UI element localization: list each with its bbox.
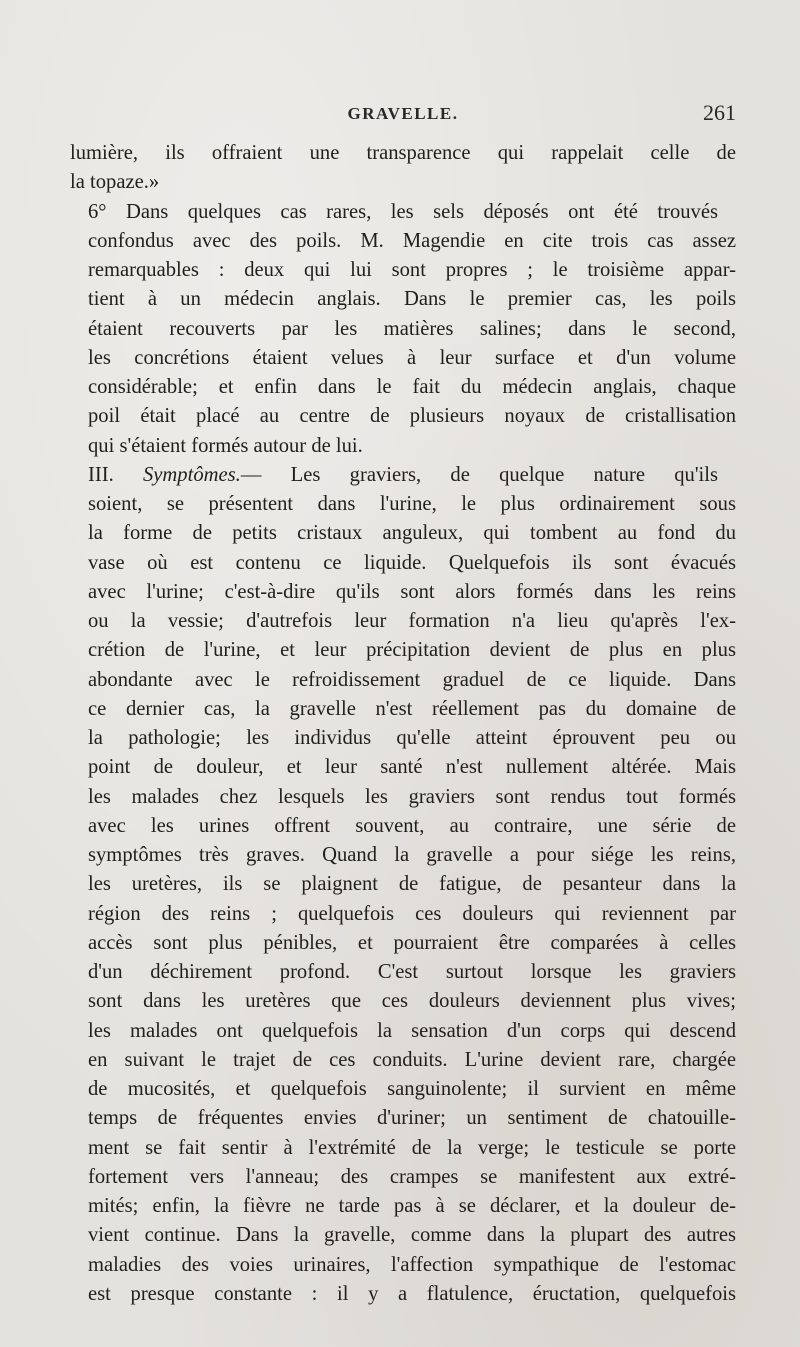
text-line: crétion de l'urine, et leur précipitation devient de plus en plus: [88, 639, 736, 662]
paragraph-item-6: [70, 198, 736, 461]
running-title: GRAVELLE.: [347, 104, 459, 123]
text-line: la pathologie; les individus qu'elle atteint éprouvent peu ou: [88, 727, 736, 749]
text-line: temps de fréquentes envies d'uriner; un sentiment de chatouille-: [88, 1107, 736, 1130]
text-line: la forme de petits cristaux anguleux, qui tombent au fond du: [88, 522, 736, 545]
text-line: avec l'urine; c'est-à-dire qu'ils sont alors formés dans les reins: [88, 580, 736, 603]
text-line: mités; enfin, la fièvre ne tarde pas à se déclarer, et la douleur de-: [88, 1195, 736, 1217]
text-line: de mucosités, et quelquefois sanguinolente; il survient en même: [88, 1078, 736, 1100]
text-line-rest: Les graviers, de quelque nature qu'ils: [290, 463, 719, 486]
text-line: soient, se présentent dans l'urine, le plus ordinairement sous: [88, 493, 736, 515]
section-dash: —: [240, 463, 291, 486]
text-line: ou la vessie; d'autrefois leur formation n'a lieu qu'après l'ex-: [88, 610, 736, 632]
text-line: poil était placé au centre de plusieurs noyaux de cristallisation: [88, 405, 736, 428]
text-line: point de douleur, et leur santé n'est nullement altérée. Mais: [88, 756, 736, 779]
page-number: 261: [703, 100, 736, 125]
text-line: les malades ont quelquefois la sensation d'un corps qui descend: [88, 1019, 736, 1042]
running-head: [70, 100, 736, 134]
text-line: considérable; et enfin dans le fait du médecin anglais, chaque: [88, 376, 736, 398]
text-line: sont dans les uretères que ces douleurs deviennent plus vives;: [88, 990, 736, 1013]
text-line: est presque constante : il y a flatulence, éructation, quelquefois: [88, 1282, 736, 1305]
text-line: avec les urines offrent souvent, au contraire, une série de: [88, 814, 736, 837]
paragraph-symptomes: [70, 461, 736, 1309]
text-line: la topaze.»: [70, 171, 160, 194]
section-heading-line: [70, 461, 736, 490]
text-line: 6° Dans quelques cas rares, les sels déposés ont été trouvés: [88, 200, 718, 223]
text-line: confondus avec des poils. M. Magendie en cite trois cas assez: [88, 229, 736, 252]
text-line: d'un déchirement profond. C'est surtout lorsque les graviers: [88, 961, 736, 983]
text-line: tient à un médecin anglais. Dans le premier cas, les poils: [88, 288, 736, 311]
text-line: maladies des voies urinaires, l'affection sympathique de l'estomac: [88, 1253, 736, 1276]
text-line: accès sont plus pénibles, et pourraient être comparées à celles: [88, 931, 736, 954]
text-line: vase où est contenu ce liquide. Quelquefois ils sont évacués: [88, 551, 736, 574]
section-number: III.: [88, 463, 114, 486]
text-line: en suivant le trajet de ces conduits. L'urine devient rare, chargée: [88, 1048, 736, 1071]
text-line: qui s'étaient formés autour de lui.: [88, 434, 363, 457]
text-line: ce dernier cas, la gravelle n'est réellement pas du domaine de: [88, 697, 736, 720]
text-line: étaient recouverts par les matières salines; dans le second,: [88, 317, 736, 340]
text-line: les concrétions étaient velues à leur surface et d'un volume: [88, 346, 736, 369]
text-line: vient continue. Dans la gravelle, comme dans la plupart des autres: [88, 1224, 736, 1247]
text-line: abondante avec le refroidissement graduel de ce liquide. Dans: [88, 668, 736, 691]
text-line: remarquables : deux qui lui sont propres ; le troisième appar-: [88, 259, 736, 281]
body-text: [70, 139, 736, 1309]
text-line: région des reins ; quelquefois ces douleurs qui reviennent par: [88, 902, 736, 925]
paragraph-continuation: [70, 139, 736, 198]
text-line: ment se fait sentir à l'extrémité de la verge; le testicule se porte: [88, 1136, 736, 1159]
text-line: symptômes très graves. Quand la gravelle a pour siége les reins,: [88, 844, 736, 866]
section-title: Symptômes.: [143, 463, 241, 486]
text-line: les uretères, ils se plaignent de fatigue, de pesanteur dans la: [88, 873, 736, 896]
text-line: les malades chez lesquels les graviers sont rendus tout formés: [88, 785, 736, 808]
text-line: lumière, ils offraient une transparence qui rappelait celle de: [70, 142, 736, 164]
text-line: fortement vers l'anneau; des crampes se manifestent aux extré-: [88, 1165, 736, 1188]
